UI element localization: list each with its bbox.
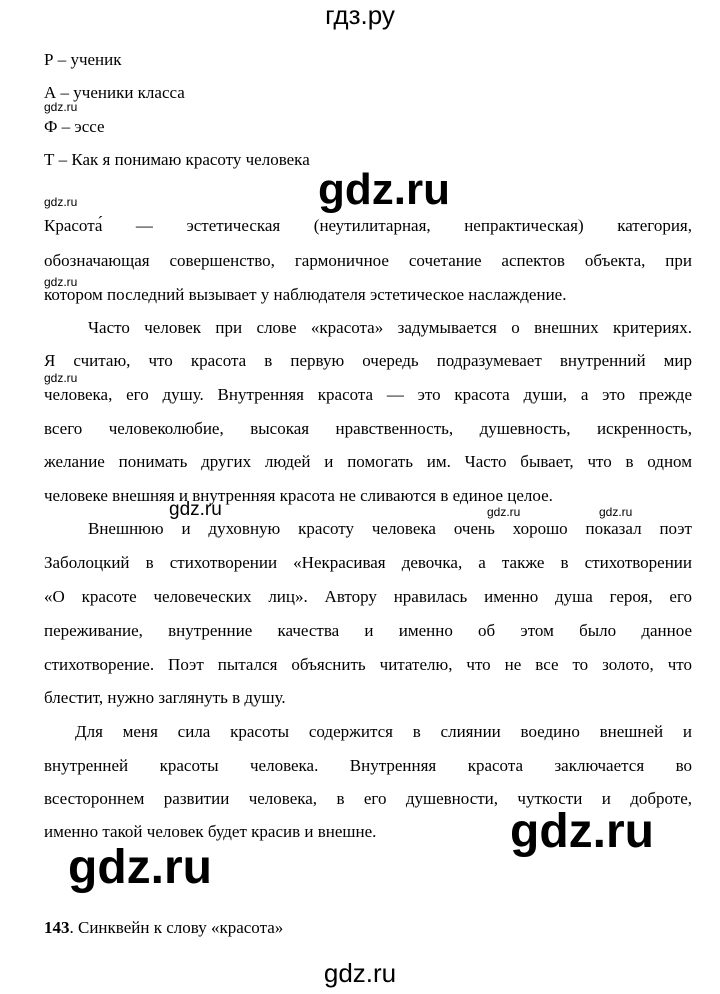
meta-role: Р – ученик <box>44 50 122 69</box>
text-line: Внешнюю и духовную красоту человека очень хорошо показал поэт <box>88 519 692 538</box>
meta-format: Ф – эссе <box>44 117 105 136</box>
watermark-small: gdz.ru <box>44 275 78 289</box>
text-line: обозначающая совершенство, гармоничное сочетание аспектов объекта, при <box>44 251 692 270</box>
text-line: стихотворение. Поэт пытался объяснить читателю, что не все то золото, что <box>44 655 692 674</box>
watermark-small: gdz.ru <box>44 195 78 209</box>
watermark-small: gdz.ru <box>44 100 78 114</box>
meta-audience: А – ученики класса <box>44 83 185 102</box>
meta-topic: Т – Как я понимаю красоту человека <box>44 150 310 169</box>
text-line: внутренней красоты человека. Внутренняя красота заключается во <box>44 756 692 775</box>
watermark-small: gdz.ru <box>44 371 78 385</box>
watermark-mid: gdz.ru <box>169 499 222 520</box>
text-line: блестит, нужно заглянуть в душу. <box>44 688 286 707</box>
watermark-small: gdz.ru <box>487 505 521 519</box>
text-line: Для меня сила красоты содержится в слиянии воедино внешней и <box>75 722 692 741</box>
watermark-large: gdz.ru <box>510 805 654 858</box>
text-line: именно такой человек будет красив и внешне. <box>44 822 377 841</box>
text-line: котором последний вызывает у наблюдателя эстетическое наслаждение. <box>44 285 567 304</box>
text-line: человеке внешняя и внутренняя красота не сливаются в единое целое. <box>44 486 553 505</box>
task-number: 143 <box>44 918 70 937</box>
text-line: Часто человек при слове «красота» задумывается о внешних критериях. <box>88 318 692 337</box>
watermark-large: gdz.ru <box>68 841 212 894</box>
text-line: переживание, внутренние качества и именно об этом было данное <box>44 621 692 640</box>
task-heading <box>44 918 283 938</box>
text-line: всестороннем развитии человека, в его душевности, чуткости и доброте, <box>44 789 692 808</box>
text-line: всего человеколюбие, высокая нравственность, душевность, искренность, <box>44 419 692 438</box>
footer-watermark: gdz.ru <box>323 958 397 988</box>
text-line: «О красоте человеческих лиц». Автору нравилась именно душа героя, его <box>44 587 692 606</box>
header-watermark: гдз.ру <box>325 0 395 30</box>
task-text: . Синквейн к слову «красота» <box>69 918 284 937</box>
watermark-small: gdz.ru <box>599 505 633 519</box>
text-line: человека, его душу. Внутренняя красота — это красота души, а это прежде <box>44 385 692 404</box>
watermark-large: gdz.ru <box>318 165 450 214</box>
text-line: Красота́ — эстетическая (неутилитарная, непрактическая) категория, <box>44 216 692 235</box>
text-line: желание понимать других людей и помогать им. Часто бывает, что в одном <box>44 452 692 471</box>
text-line: Заболоцкий в стихотворении «Некрасивая девочка, а также в стихотворении <box>44 553 692 572</box>
text-line: Я считаю, что красота в первую очередь подразумевает внутренний мир <box>44 351 692 370</box>
